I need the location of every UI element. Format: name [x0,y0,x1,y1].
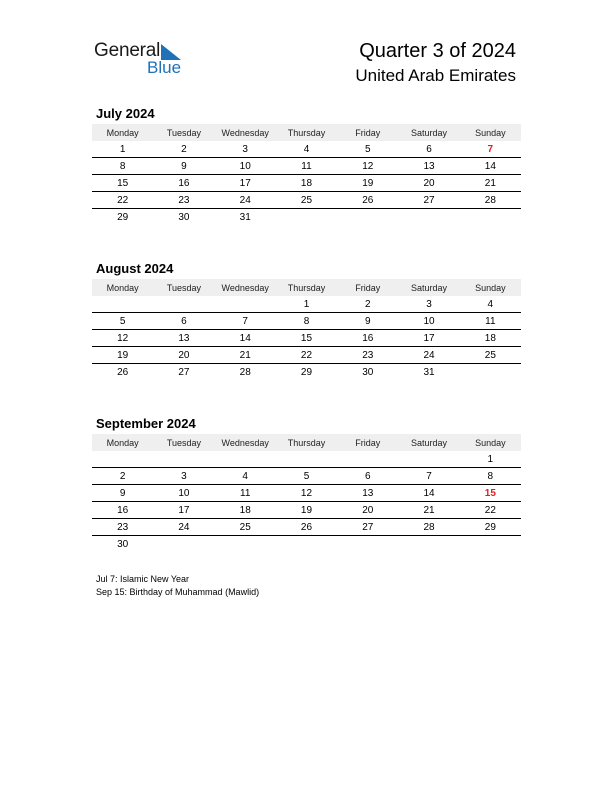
day-cell: 25 [484,349,496,361]
day-cell: 3 [181,470,187,482]
day-cell: 7 [487,143,494,155]
weekday-label: Wednesday [221,437,269,448]
weekday-label: Sunday [475,282,506,293]
month-calendar [92,414,521,553]
day-cell: 12 [300,487,313,499]
day-cell: 22 [484,504,496,516]
week-row [92,536,521,553]
page-title: Quarter 3 of 2024 [359,40,516,62]
day-cell: 14 [423,487,435,499]
weekday-header [92,279,521,296]
holiday-notes [96,573,259,599]
week-row [92,347,521,364]
weekday-label: Sunday [475,127,506,138]
day-cell: 10 [239,160,251,172]
day-cell: 11 [485,315,496,327]
day-cell: 27 [423,194,435,206]
day-cell: 18 [239,504,251,516]
week-row [92,519,521,536]
day-cell: 5 [119,315,126,327]
weekday-label: Thursday [287,127,326,138]
holiday-note: Jul 7: Islamic New Year [96,574,190,584]
week-row [92,296,521,313]
weekday-label: Thursday [287,437,326,448]
week-row [92,451,521,468]
logo-general-text: General [94,40,161,61]
weekday-label: Tuesday [166,282,202,293]
day-cell: 4 [487,298,494,310]
day-cell: 4 [303,143,310,155]
week-row [92,502,521,519]
day-cell: 22 [117,194,129,206]
day-cell: 2 [364,298,371,310]
weekday-header [92,434,521,451]
day-cell: 6 [181,315,187,327]
day-cell: 15 [300,332,313,344]
logo [94,40,194,80]
day-cell: 6 [364,470,371,482]
day-cell: 13 [362,487,374,499]
weekday-label: Saturday [411,282,448,293]
day-cell: 24 [239,194,251,206]
day-cell: 9 [364,315,371,327]
day-cell: 1 [487,453,494,465]
day-cell: 24 [423,349,435,361]
day-cell: 1 [303,298,310,310]
day-cell: 25 [300,194,313,206]
day-cell: 13 [423,160,435,172]
weekday-label: Saturday [411,127,448,138]
day-cell: 12 [117,332,129,344]
day-cell: 20 [362,504,374,516]
weekday-label: Friday [355,437,381,448]
month-calendar [92,104,521,226]
day-cell: 8 [119,160,126,172]
week-row [92,175,521,192]
day-cell: 28 [239,367,251,378]
day-cell: 14 [484,160,496,172]
day-cell: 2 [181,143,187,155]
day-cell: 15 [484,487,496,499]
day-cell: 8 [303,315,310,327]
day-cell: 28 [484,194,496,206]
day-cell: 29 [300,367,313,378]
weekday-label: Wednesday [221,282,269,293]
day-cell: 19 [362,177,374,189]
day-cell: 27 [178,367,190,378]
weekday-label: Wednesday [221,127,269,138]
weekday-label: Friday [355,282,381,293]
holiday-note: Sep 15: Birthday of Muhammad (Mawlid) [96,587,260,597]
day-cell: 25 [239,521,251,533]
day-cell: 21 [484,177,496,189]
weekday-label: Friday [355,127,381,138]
day-cell: 11 [240,487,251,499]
weekday-label: Tuesday [166,437,202,448]
day-cell: 9 [181,160,187,172]
day-cell: 5 [364,143,371,155]
day-cell: 16 [178,177,190,189]
day-cell: 20 [178,349,190,361]
day-cell: 26 [300,521,313,533]
day-cell: 16 [117,504,129,516]
day-cell: 7 [242,315,248,327]
day-cell: 29 [117,212,129,223]
week-row [92,158,521,175]
day-cell: 2 [119,470,126,482]
weekday-label: Monday [106,127,139,138]
logo-blue-text: Blue [147,58,182,77]
weekday-header [92,124,521,141]
day-cell: 30 [117,539,129,550]
weekday-label: Saturday [411,437,448,448]
day-cell: 18 [300,177,313,189]
day-cell: 3 [426,298,432,310]
day-cell: 23 [362,349,374,361]
week-row [92,192,521,209]
day-cell: 9 [119,487,126,499]
day-cell: 31 [239,212,251,223]
day-cell: 15 [117,177,129,189]
day-cell: 17 [239,177,251,189]
day-cell: 16 [362,332,374,344]
day-cell: 8 [487,470,494,482]
day-cell: 22 [300,349,313,361]
day-cell: 21 [423,504,435,516]
weekday-label: Monday [106,282,139,293]
week-row [92,141,521,158]
day-cell: 27 [362,521,374,533]
day-cell: 17 [423,332,435,344]
day-cell: 29 [484,521,496,533]
day-cell: 26 [117,367,129,378]
day-cell: 23 [117,521,129,533]
month-title: August 2024 [96,261,174,276]
day-cell: 30 [362,367,374,378]
month-title: September 2024 [96,416,196,431]
weekday-label: Tuesday [166,127,202,138]
day-cell: 6 [426,143,432,155]
day-cell: 12 [362,160,374,172]
month-title: July 2024 [96,106,155,121]
day-cell: 19 [117,349,129,361]
day-cell: 26 [362,194,374,206]
day-cell: 1 [119,143,126,155]
week-row [92,330,521,347]
day-cell: 3 [242,143,248,155]
day-cell: 10 [178,487,190,499]
day-cell: 11 [301,160,312,172]
week-row [92,313,521,330]
day-cell: 21 [239,349,251,361]
day-cell: 18 [484,332,496,344]
day-cell: 28 [423,521,435,533]
day-cell: 14 [239,332,251,344]
day-cell: 5 [303,470,310,482]
day-cell: 19 [300,504,313,516]
day-cell: 31 [423,367,435,378]
week-row [92,364,521,381]
day-cell: 10 [423,315,435,327]
week-row [92,485,521,502]
day-cell: 7 [426,470,432,482]
day-cell: 30 [178,212,190,223]
page-subtitle: United Arab Emirates [355,66,516,85]
weekday-label: Monday [106,437,139,448]
weekday-label: Sunday [475,437,506,448]
day-cell: 13 [178,332,190,344]
day-cell: 20 [423,177,435,189]
day-cell: 4 [242,470,248,482]
week-row [92,209,521,226]
weekday-label: Thursday [287,282,326,293]
month-calendar [92,259,521,381]
week-row [92,468,521,485]
day-cell: 24 [178,521,190,533]
day-cell: 17 [178,504,190,516]
day-cell: 23 [178,194,190,206]
